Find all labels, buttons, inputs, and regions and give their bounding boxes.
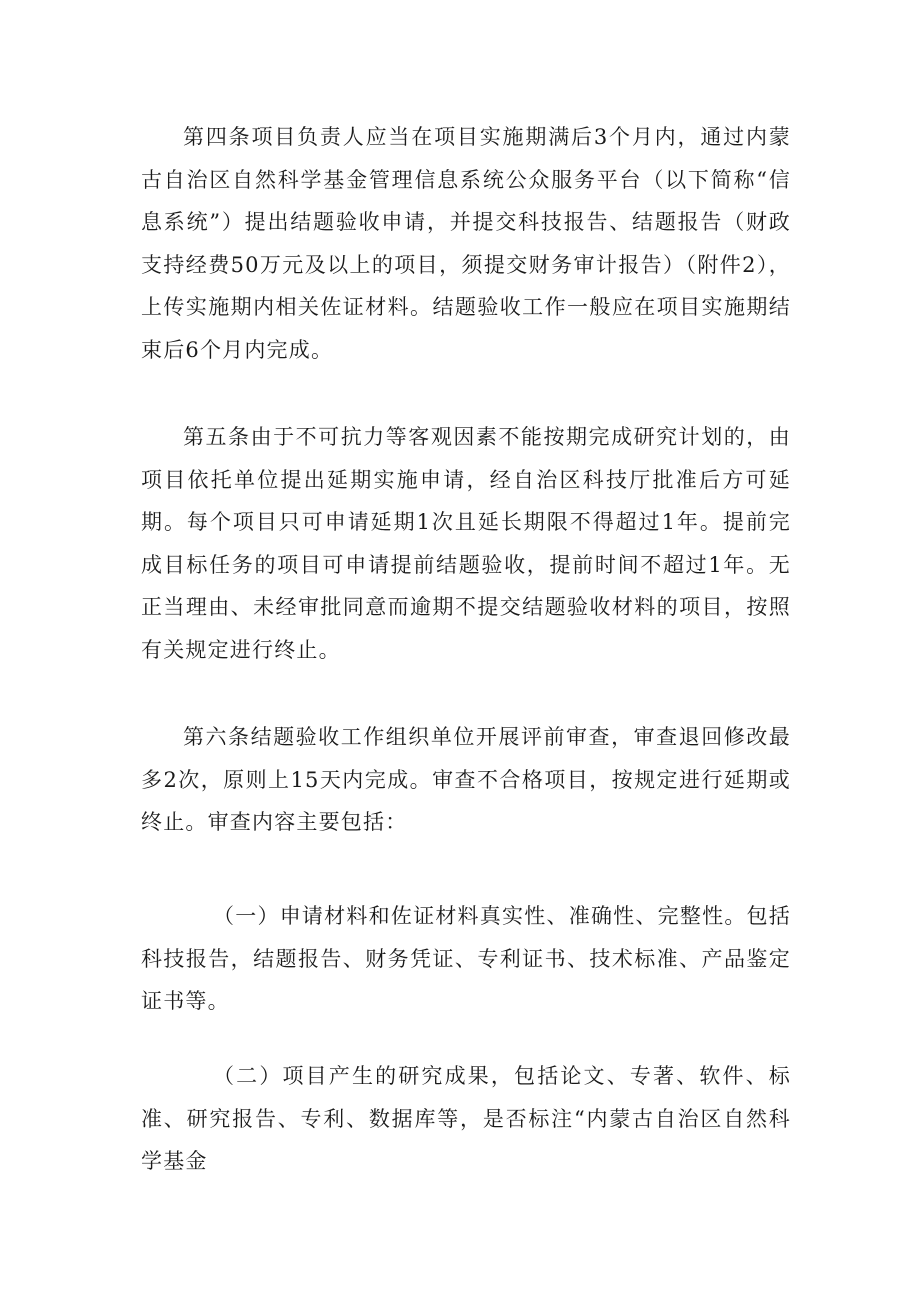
article-4-paragraph: 第四条项目负责人应当在项目实施期满后3个月内，通过内蒙古自治区自然科学基金管理信息系统公众服务平台（以下简称“信息系统”）提出结题验收申请，并提交科技报告、结题报告（财政支持经费50万元及以上的项目，须提交财务审计报告）（附件2），上传实施期内相关佐证材料。结题验收工作一般应在项目实施期结束后6个月内完成。 bbox=[141, 125, 791, 362]
review-item-2-paragraph: （二）项目产生的研究成果，包括论文、专著、软件、标准、研究报告、专利、数据库等，是否标注“内蒙古自治区自然科学基金 bbox=[141, 1064, 791, 1173]
review-item-1-paragraph: （一）申请材料和佐证材料真实性、准确性、完整性。包括科技报告，结题报告、财务凭证、专利证书、技术标准、产品鉴定证书等。 bbox=[141, 904, 791, 1013]
article-6-paragraph: 第六条结题验收工作组织单位开展评前审查，审查退回修改最多2次，原则上15天内完成。审查不合格项目，按规定进行延期或终止。审查内容主要包括： bbox=[141, 725, 791, 834]
article-5-paragraph: 第五条由于不可抗力等客观因素不能按期完成研究计划的，由项目依托单位提出延期实施申请，经自治区科技厅批准后方可延期。每个项目只可申请延期1次且延长期限不得超过1年。提前完成目标任务的项目可申请提前结题验收，提前时间不超过1年。无正当理由、未经审批同意而逾期不提交结题验收材料的项目，按照有关规定进行终止。 bbox=[141, 425, 791, 662]
